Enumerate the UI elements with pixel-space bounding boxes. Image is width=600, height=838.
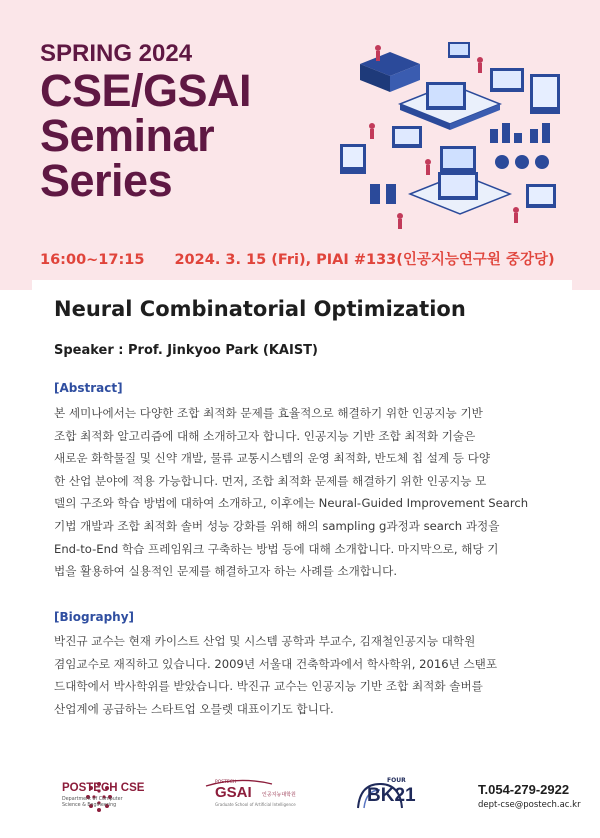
abstract-line: 기법 개발과 조합 최적화 솔버 성능 강화를 위해 해의 sampling g과정과 search 과정을 [54,518,500,533]
series-title-line2: Seminar [40,110,215,161]
bk21-logo-four: FOUR [387,777,406,784]
series-title-line3: Series [40,155,173,206]
talk-title: Neural Combinatorial Optimization [54,297,466,321]
series-title-block [40,40,252,206]
abstract-line: 본 세미나에서는 다양한 조합 최적화 문제를 효율적으로 해결하기 위한 인공지능 기반 [54,406,483,420]
cse-logo-subtitle [62,797,132,809]
season-label: SPRING 2024 [40,40,193,67]
biography-line: 드대학에서 박사학위를 받았습니다. 박진규 교수는 인공지능 기반 조합 최적화 솔버를 [54,679,483,694]
abstract-line: 새로운 화학물질 및 신약 개발, 물류 교통시스템의 운영 최적화, 반도체 칩 설계 등 다양 [54,451,491,466]
biography-line: 산업계에 공급하는 스타트업 오믈렛 대표이기도 합니다. [54,701,334,716]
gsai-logo-small: POSTECH [215,780,237,785]
cse-logo-subtitle-line: Science & Engineering [62,803,117,808]
speaker-line: Speaker : Prof. Jinkyoo Park (KAIST) [54,343,318,358]
footer [0,760,600,838]
event-date-venue: 2024. 3. 15 (Fri), PIAI #133(인공지능연구원 중강당) [174,252,555,268]
bk21-logo-title: BK21 [367,785,416,806]
gsai-logo-title: GSAI [215,784,252,801]
gsai-logo-korean: 인공지능대학원 [262,792,296,798]
abstract-line: 법을 활용하여 실용적인 문제를 해결하고자 하는 사례를 소개합니다. [54,564,398,579]
abstract-text [54,402,562,583]
contact-phone: T.054-279-2922 [478,782,570,797]
series-title-line1: CSE/GSAI [40,65,252,116]
biography-heading: [Biography] [54,610,135,624]
biography-text [54,630,562,720]
biography-line: 겸임교수로 재직하고 있습니다. 2009년 서울대 건축학과에서 학사학위, 2016년 스탠포 [54,656,498,671]
abstract-line: 조합 최적화 알고리즘에 대해 소개하고자 합니다. 인공지능 기반 조합 최적화 기술은 [54,428,476,443]
cse-logo-subtitle-line: Department of Computer [62,797,123,802]
biography-line: 박진규 교수는 현재 카이스트 산업 및 시스템 공학과 부교수, 김재철인공지능 대학원 [54,634,476,648]
event-time: 16:00~17:15 [40,252,145,268]
isometric-computing-illustration [330,34,570,244]
abstract-line: End-to-End 학습 프레임워크 구축하는 방법 등에 대해 소개합니다. 마지막으로, 해당 기 [54,541,499,556]
cse-logo-title: POSTECH CSE [62,782,145,794]
abstract-heading: [Abstract] [54,381,123,395]
contact-email[interactable]: dept-cse@postech.ac.kr [478,800,581,810]
event-datetime [40,248,555,269]
gsai-logo-subtitle: Graduate School of Artificial Intelligence [215,802,296,807]
abstract-line: 한 산업 분야에 적용 가능합니다. 먼저, 조합 최적화 문제를 해결하기 위한 인공지능 모 [54,473,487,488]
abstract-line: 델의 구조와 학습 방법에 대하여 소개하고, 이후에는 Neural-Guided Improvement Search [54,496,529,511]
